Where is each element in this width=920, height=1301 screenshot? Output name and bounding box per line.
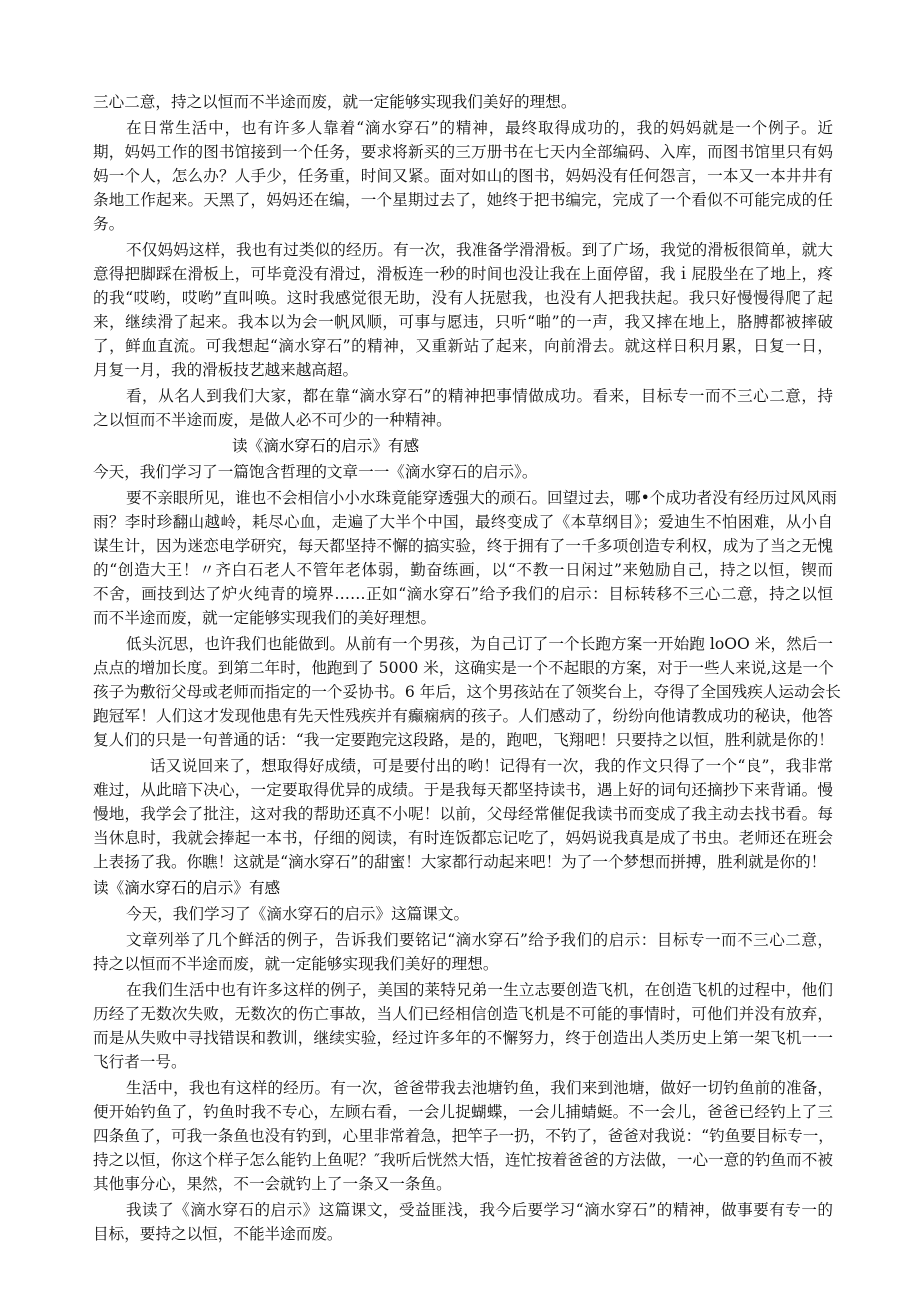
text-line: 期，妈妈工作的图书馆接到一个任务，要求将新买的三万册书在七天内全部编码、入库，而图书馆里只有妈 xyxy=(93,143,833,161)
paragraph xyxy=(93,902,833,926)
text-line: 飞行者一号。 xyxy=(93,1053,187,1071)
text-line: 我读了《滴水穿石的启示》这篇课文，受益匪浅，我今后要学习“滴水穿石”的精神，做事要有专一的 xyxy=(126,1201,833,1219)
text-line: 便开始钓鱼了，钓鱼时我不专心，左顾右看，一会儿捉蝴蝶，一会儿捕蜻蜓。不一会儿，爸爸已经钓上了三 xyxy=(93,1103,833,1121)
text-line: 条地工作起来。天黑了，妈妈还在编，一个星期过去了，她终于把书编完，完成了一个看似不可能完成的任 xyxy=(93,191,833,209)
text-line: 务。 xyxy=(93,215,125,233)
text-line: 看，从名人到我们大家，都在靠“滴水穿石”的精神把事情做成功。看来，目标专一而不三心二意，持 xyxy=(126,387,833,405)
text-line: 的“创造大王！〃齐白石老人不管年老体弱，勤奋练画，以“不教一日闲过”来勉励自己，持之以恒，锲而 xyxy=(93,561,833,579)
text-line: 点点的增加长度。到第二年时，他跑到了 5000 米，这确实是一个不起眼的方案，对于一些人来说,这是一个 xyxy=(93,659,834,677)
document-body xyxy=(93,88,841,1246)
paragraph xyxy=(93,1076,833,1196)
paragraph xyxy=(93,238,833,382)
paragraph xyxy=(93,928,833,976)
text-line: 而不半途而废，就一定能够实现我们的美好理想。 xyxy=(93,609,437,627)
text-line: 复人们的只是一句普通的话：“我一定要跑完这段路，是的，跑吧，飞翔吧！只要持之以恒，胜利就是你的！ xyxy=(93,731,834,749)
text-line: 意得把脚踩在滑板上，可毕竟没有滑过，滑板连一秒的时间也没让我在上面停留，我ｉ屁股坐在了地上，疼 xyxy=(93,265,833,283)
paragraph xyxy=(93,754,833,874)
text-line: 在日常生活中，也有许多人靠着“滴水穿石”的精神，最终取得成功的，我的妈妈就是一个例子。近 xyxy=(126,119,833,137)
text-line: 三心二意，持之以恒而不半途而废，就一定能够实现我们美好的理想。 xyxy=(93,93,577,111)
text-line: 难过，从此暗下决心，一定要取得优异的成绩。于是我每天都坚持读书，遇上好的词句还摘抄下来背诵。慢 xyxy=(93,781,833,799)
text-line: 其他事分心，果然，不一会就钓上了一条又一条鱼。 xyxy=(93,1175,452,1193)
essay-title: 读《滴水穿石的启示》有感 xyxy=(93,879,281,897)
paragraph xyxy=(93,90,833,114)
text-line: 持之以恒而不半途而废，就一定能够实现我们美好的理想。 xyxy=(93,955,499,973)
text-line: 妈一个人，怎么办？人手少，任务重，时间又紧。面对如山的图书，妈妈没有任何怨言，一本又一本井井有 xyxy=(93,167,833,185)
text-line: 今天，我们学习了一篇饱含哲理的文章一一《滴水穿石的启示》。 xyxy=(93,463,538,481)
text-line: 跑冠军！人们这才发现他患有先天性残疾并有癫痫病的孩子。人们感动了，纷纷向他请教成功的秘诀，他答 xyxy=(93,707,833,725)
text-line: 慢地，我学会了批注，这对我的帮助还真不小呢！以前，父母经常催促我读书而变成了我主动去找书看。每 xyxy=(93,805,833,823)
text-line: 而是从失败中寻找错误和教训，继续实验，经过许多年的不懈努力，终于创造出人类历史上第一架飞机一一 xyxy=(93,1029,833,1047)
text-line: 目标，要持之以恒，不能半途而废。 xyxy=(93,1225,343,1243)
text-line: 历经了无数次失败，无数次的伤亡事故，当人们已经相信创造飞机是不可能的事情时，可他们并没有放弃， xyxy=(93,1005,833,1023)
essay-title: 读《滴水穿石的启示》有感 xyxy=(232,437,420,455)
text-line: 雨？李时珍翻山越岭，耗尽心血，走遍了大半个中国，最终变成了《本草纲目》；爱迪生不怕困难，从小自 xyxy=(93,513,833,531)
text-line: 的我“哎哟，哎哟”直叫唤。这时我感觉很无助，没有人抚慰我，也没有人把我扶起。我只好慢慢得爬了起 xyxy=(93,289,833,307)
paragraph xyxy=(93,384,833,432)
text-line: 持之以恒，你这个样子怎么能钓上鱼呢？″我听后恍然大悟，连忙按着爸爸的方法做，一心一意的钓鱼而不被 xyxy=(93,1151,833,1169)
text-line: 话又说回来了，想取得好成绩，可是要付出的哟！记得有一次，我的作文只得了一个“良”，我非常 xyxy=(150,757,833,775)
paragraph xyxy=(93,632,841,752)
text-line: 要不亲眼所见，谁也不会相信小小水珠竟能穿透强大的顽石。回望过去，哪•个成功者没有经历过风风雨 xyxy=(126,489,837,507)
text-line: 之以恒而不半途而废，是做人必不可少的一种精神。 xyxy=(93,411,452,429)
text-line: 文章列举了几个鲜活的例子，告诉我们要铭记“滴水穿石”给予我们的启示：目标专一而不三心二意， xyxy=(126,931,833,949)
text-line: 月复一月，我的滑板技艺越来越高超。 xyxy=(93,361,359,379)
text-line: 在我们生活中也有许多这样的例子，美国的莱特兄弟一生立志要创造飞机，在创造飞机的过程中，他们 xyxy=(126,981,833,999)
paragraph xyxy=(93,1198,833,1246)
text-line: 今天，我们学习了《滴水穿石的启示》这篇课文。 xyxy=(126,905,470,923)
text-line: 了，鲜血直流。可我想起“滴水穿石”的精神，又重新站了起来，向前滑去。就这样日积月累，日复一日， xyxy=(93,337,833,355)
text-line: 来，继续滑了起来。我本以为会一帆风顺，可事与愿违，只听“啪”的一声，我又摔在地上，胳膊都被摔破 xyxy=(93,313,833,331)
text-line: 生活中，我也有这样的经历。有一次，爸爸带我去池塘钓鱼，我们来到池塘，做好一切钓鱼前的准备， xyxy=(126,1079,833,1097)
paragraph xyxy=(93,460,833,484)
paragraph xyxy=(93,116,833,236)
text-line: 低头沉思，也许我们也能做到。从前有一个男孩，为自己订了一个长跑方案一开始跑 loOO 米，然后一 xyxy=(126,635,833,653)
paragraph xyxy=(93,978,833,1074)
text-line: 不仅妈妈这样，我也有过类似的经历。有一次，我准备学滑滑板。到了广场，我觉的滑板很简单，就大 xyxy=(126,241,833,259)
text-line: 四条鱼了，可我一条鱼也没有钓到，心里非常着急，把竿子一扔，不钓了，爸爸对我说：“钓鱼要目标专一， xyxy=(93,1127,834,1145)
text-line: 谋生计，因为迷恋电学研究，每天都坚持不懈的搞实验，终于拥有了一千多项创造专利权，成为了当之无愧 xyxy=(93,537,833,555)
paragraph xyxy=(93,486,837,630)
text-line: 当休息时，我就会捧起一本书，仔细的阅读，有时连饭都忘记吃了，妈妈说我真是成了书虫。老师还在班会 xyxy=(93,829,833,847)
text-line: 不舍，画技到达了炉火纯青的境界……正如“滴水穿石”给予我们的启示：目标转移不三心二意，持之以恒 xyxy=(93,585,833,603)
text-line: 孩子为敷衍父母或老师而指定的一个妥协书。6 年后，这个男孩站在了领奖台上，夺得了全国残疾人运动会长 xyxy=(93,683,841,701)
text-line: 上表扬了我。你瞧！这就是“滴水穿石”的甜蜜！大家都行动起来吧！为了一个梦想而拼搏，胜利就是你的！ xyxy=(93,853,827,871)
